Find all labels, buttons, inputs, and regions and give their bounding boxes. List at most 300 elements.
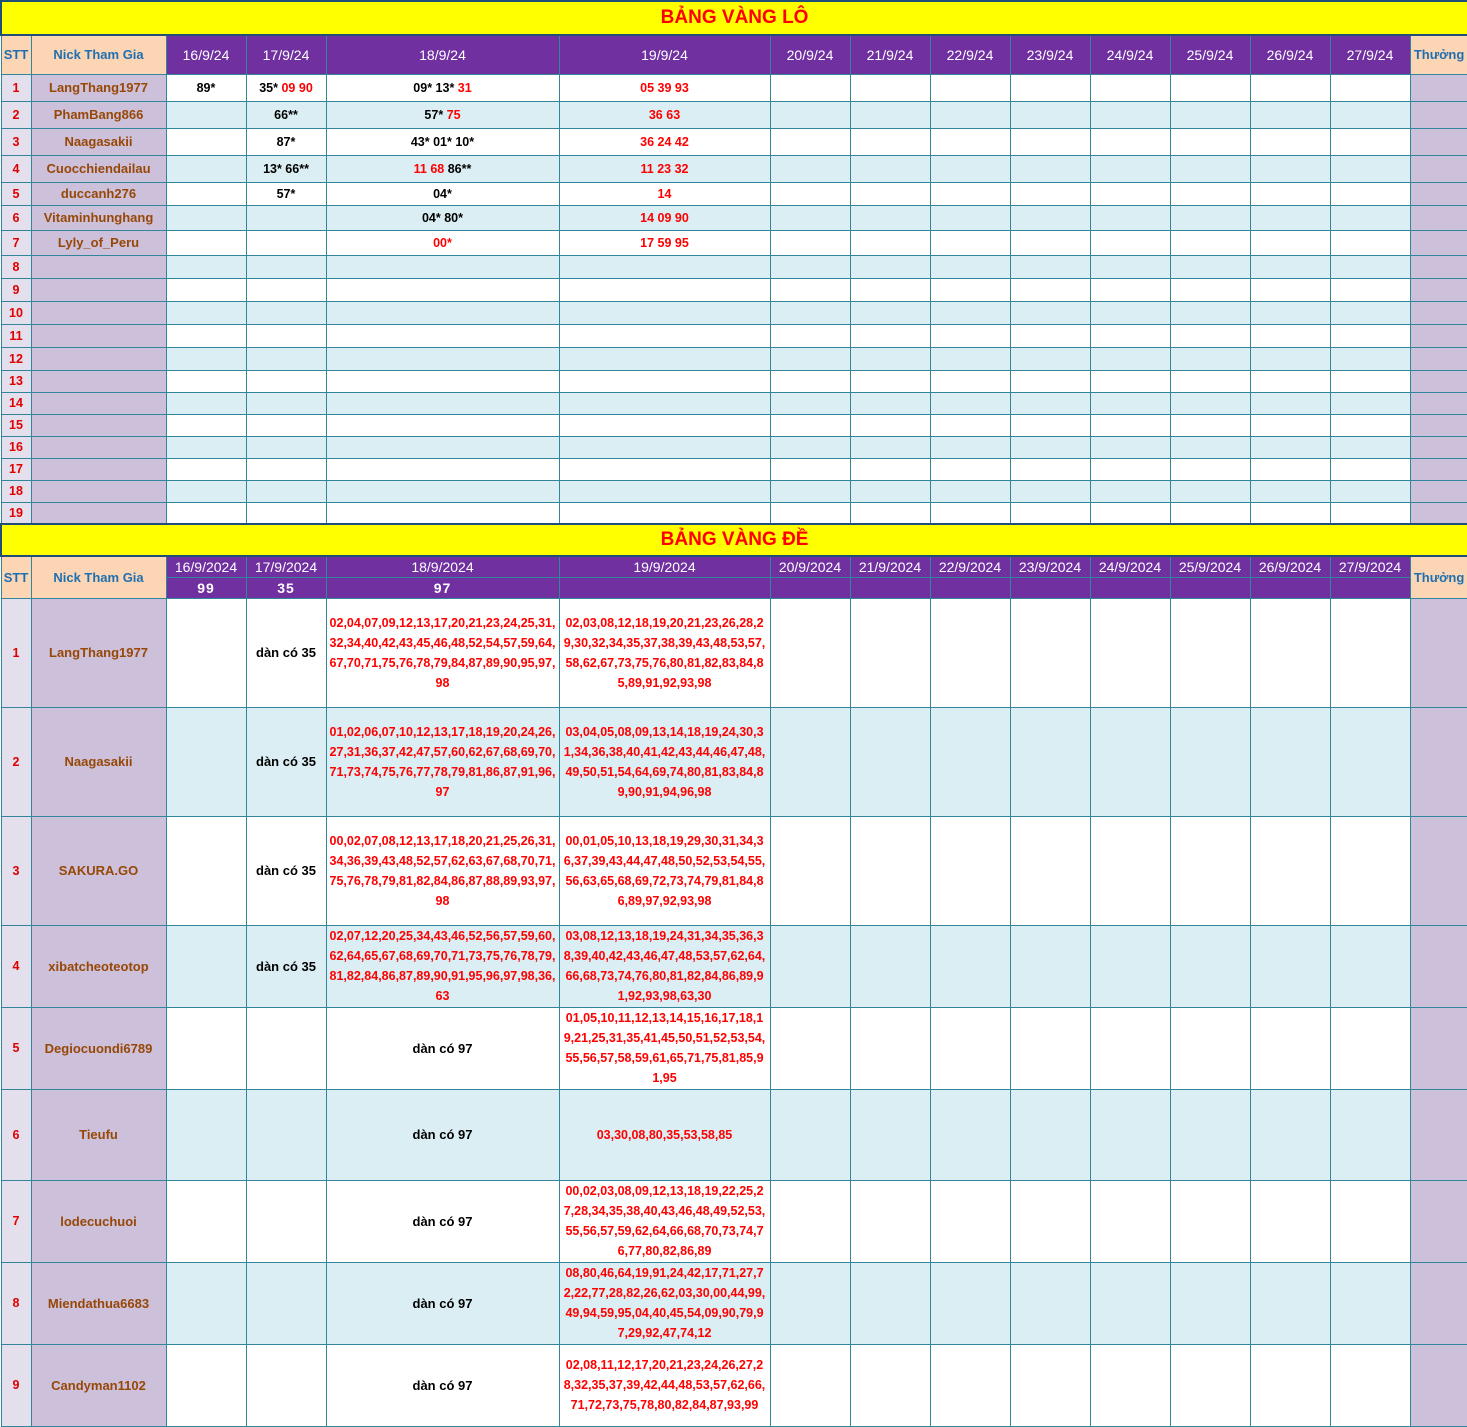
lo-nick: [31, 278, 166, 301]
de-prize-cell: [1410, 1089, 1467, 1180]
lo-cell: [1170, 392, 1250, 414]
de-result: [559, 577, 770, 598]
lo-cell: [1170, 458, 1250, 480]
lo-nick: [31, 370, 166, 392]
lo-date-header: 24/9/24: [1090, 35, 1170, 74]
cell-segment: 66**: [274, 107, 298, 122]
lo-prize-cell: [1410, 436, 1467, 458]
lo-cell: [770, 101, 850, 128]
lo-cell: [850, 392, 930, 414]
de-cell: [1250, 1344, 1330, 1426]
lo-cell: [1250, 436, 1330, 458]
de-cell: dàn có 35: [246, 925, 326, 1007]
de-stt: 2: [1, 707, 31, 816]
lo-date-header: 26/9/24: [1250, 35, 1330, 74]
de-cell: dàn có 35: [246, 707, 326, 816]
lo-row: [1, 278, 1467, 301]
lo-row: [1, 347, 1467, 370]
lo-cell: [1330, 502, 1410, 524]
lo-cell: [1250, 414, 1330, 436]
lo-stt: 2: [1, 101, 31, 128]
de-cell: [246, 1344, 326, 1426]
lo-cell: [1090, 278, 1170, 301]
cell-segment: 03,08,12,13,18,19,24,31,34,35,36,38,39,40,42,43,46,47,48,53,57,62,64,66,68,73,74,76,80,81,82,84,86,89,91,92,93,98,63,30: [563, 929, 766, 1003]
de-cell: [930, 925, 1010, 1007]
lo-prize-cell: [1410, 101, 1467, 128]
lo-cell: [559, 324, 770, 347]
lo-cell: [246, 128, 326, 155]
lo-nick: Lyly_of_Peru: [31, 230, 166, 255]
lo-cell: [1250, 370, 1330, 392]
lo-cell: [930, 301, 1010, 324]
lo-cell: [1010, 255, 1090, 278]
de-row: [1, 1262, 1467, 1344]
lo-cell: [1330, 392, 1410, 414]
cell-segment: 09 90: [281, 80, 313, 95]
de-stt: 6: [1, 1089, 31, 1180]
lo-prize-cell: [1410, 347, 1467, 370]
lo-cell: [166, 205, 246, 230]
lo-nick: Naagasakii: [31, 128, 166, 155]
de-cell: [1330, 1089, 1410, 1180]
de-row: [1, 598, 1467, 707]
lo-cell: [246, 230, 326, 255]
lo-cell: [930, 74, 1010, 101]
lo-date-header: 17/9/24: [246, 35, 326, 74]
lo-cell: [930, 205, 1010, 230]
lo-row: [1, 414, 1467, 436]
lo-cell: [850, 324, 930, 347]
lo-cell: [1170, 347, 1250, 370]
de-cell: [1330, 1180, 1410, 1262]
lo-cell: [559, 370, 770, 392]
lo-cell: [930, 101, 1010, 128]
lo-cell: [326, 370, 559, 392]
de-cell: dàn có 35: [246, 816, 326, 925]
de-cell: [246, 1262, 326, 1344]
de-stt: 8: [1, 1262, 31, 1344]
de-cell: [326, 707, 559, 816]
de-nick: xibatcheoteotop: [31, 925, 166, 1007]
lo-cell: [1250, 278, 1330, 301]
de-nick-header: Nick Tham Gia: [31, 556, 166, 598]
de-cell: [850, 816, 930, 925]
cell-segment: 14: [657, 186, 672, 201]
de-result: [1330, 577, 1410, 598]
lo-stt: 8: [1, 255, 31, 278]
lo-cell: [1250, 392, 1330, 414]
de-row: [1, 1344, 1467, 1426]
lo-cell: [246, 414, 326, 436]
lo-stt: 15: [1, 414, 31, 436]
lo-cell: [1330, 155, 1410, 182]
de-result: 97: [326, 577, 559, 598]
lo-cell: [930, 230, 1010, 255]
lo-cell: [1010, 414, 1090, 436]
de-nick: LangThang1977: [31, 598, 166, 707]
lo-stt: 12: [1, 347, 31, 370]
de-cell: [1250, 1007, 1330, 1089]
lo-cell: [326, 414, 559, 436]
de-date-header: 27/9/2024: [1330, 556, 1410, 577]
de-cell: [930, 1007, 1010, 1089]
lo-cell: [1090, 182, 1170, 205]
lo-cell: [850, 155, 930, 182]
lo-cell: [246, 436, 326, 458]
lo-cell: [246, 392, 326, 414]
lo-cell: [1250, 182, 1330, 205]
de-cell: [770, 1344, 850, 1426]
lo-cell: [1090, 370, 1170, 392]
lo-cell: [930, 324, 1010, 347]
de-result: [1010, 577, 1090, 598]
lo-cell: [850, 370, 930, 392]
de-cell: [326, 925, 559, 1007]
lo-cell: [850, 182, 930, 205]
lo-cell: [559, 480, 770, 502]
lo-cell: [930, 370, 1010, 392]
lo-prize-cell: [1410, 370, 1467, 392]
lo-cell: [770, 414, 850, 436]
lo-cell: [326, 230, 559, 255]
lo-nick: [31, 502, 166, 524]
lo-cell: [1010, 182, 1090, 205]
lo-cell: [246, 480, 326, 502]
de-cell: [770, 1007, 850, 1089]
de-nick: Degiocuondi6789: [31, 1007, 166, 1089]
lo-cell: [559, 74, 770, 101]
lo-cell: [1170, 301, 1250, 324]
lo-cell: [1330, 301, 1410, 324]
cell-segment: 01,05,10,11,12,13,14,15,16,17,18,19,21,25,31,35,41,45,50,51,52,53,54,55,56,57,58,59,61,65,71,75,81,85,91,95: [563, 1011, 766, 1085]
lo-row: [1, 480, 1467, 502]
lo-cell: [166, 128, 246, 155]
lo-cell: [930, 414, 1010, 436]
lo-cell: [1330, 458, 1410, 480]
lo-nick: [31, 436, 166, 458]
lo-cell: [326, 392, 559, 414]
de-date-header: 23/9/2024: [1010, 556, 1090, 577]
lo-cell: [1330, 436, 1410, 458]
lo-row: [1, 370, 1467, 392]
de-nick: Miendathua6683: [31, 1262, 166, 1344]
lo-cell: [166, 392, 246, 414]
de-cell: [1010, 1007, 1090, 1089]
lo-cell: [930, 128, 1010, 155]
de-cell: [166, 816, 246, 925]
cell-segment: ,98: [435, 873, 556, 908]
lo-cell: [326, 128, 559, 155]
lo-prize-cell: [1410, 301, 1467, 324]
lo-date-header: 21/9/24: [850, 35, 930, 74]
cell-segment: 97: [503, 969, 518, 983]
lo-cell: [1090, 255, 1170, 278]
lo-cell: [1090, 392, 1170, 414]
de-date-header: 21/9/2024: [850, 556, 930, 577]
de-cell: [559, 925, 770, 1007]
lo-cell: [326, 458, 559, 480]
lo-nick: PhamBang866: [31, 101, 166, 128]
lo-cell: [166, 230, 246, 255]
de-cell: [1010, 925, 1090, 1007]
lo-cell: [1170, 480, 1250, 502]
lo-cell: [770, 74, 850, 101]
cell-segment: 08,80,46,64,19,91,24,42,17,71,27,72,22,77,28,82,26,62,03,30,00,44,99,49,94,59,95,04,40,45,54,09,90,79,97,29,92,47,74,12: [563, 1266, 766, 1340]
de-cell: [930, 1180, 1010, 1262]
lo-cell: [1170, 205, 1250, 230]
lo-cell: [246, 205, 326, 230]
lo-cell: [246, 502, 326, 524]
de-cell: [166, 598, 246, 707]
lo-cell: [850, 414, 930, 436]
lo-cell: [246, 255, 326, 278]
de-cell: [1010, 1089, 1090, 1180]
de-cell: [1330, 1344, 1410, 1426]
lo-cell: [1170, 278, 1250, 301]
de-nick: SAKURA.GO: [31, 816, 166, 925]
de-cell: [559, 1180, 770, 1262]
lo-cell: [1330, 74, 1410, 101]
de-nick: Tieufu: [31, 1089, 166, 1180]
lo-cell: [1090, 205, 1170, 230]
lo-cell: [559, 101, 770, 128]
lo-row: [1, 436, 1467, 458]
lo-cell: [1090, 414, 1170, 436]
de-cell: [166, 1180, 246, 1262]
lo-cell: [559, 414, 770, 436]
de-cell: dàn có 97: [326, 1089, 559, 1180]
lo-cell: [166, 414, 246, 436]
lo-row: [1, 205, 1467, 230]
cell-segment: 00,01,05,10,13,18,19,29,30,31,34,36,37,39,43,44,47,48,50,52,53,54,55,56,63,65,68,69,72,73,74,79,81,84,86,89,97,92,93,98: [563, 833, 766, 908]
lo-stt-header: STT: [1, 35, 31, 74]
cell-segment: 09* 13*: [413, 80, 458, 95]
de-stt: 7: [1, 1180, 31, 1262]
de-stt: 3: [1, 816, 31, 925]
lo-cell: [770, 324, 850, 347]
cell-segment: 17 59 95: [640, 235, 689, 250]
cell-segment: 87*: [276, 134, 296, 149]
de-cell: [166, 1089, 246, 1180]
cell-segment: 97: [538, 873, 552, 888]
cell-segment: 14 09 90: [640, 210, 689, 225]
lo-cell: [1250, 230, 1330, 255]
lo-date-header: 25/9/24: [1170, 35, 1250, 74]
de-result: [930, 577, 1010, 598]
lo-date-header: 23/9/24: [1010, 35, 1090, 74]
de-date-header: 26/9/2024: [1250, 556, 1330, 577]
lo-row: [1, 128, 1467, 155]
lo-stt: 1: [1, 74, 31, 101]
lo-cell: [850, 74, 930, 101]
lo-prize-cell: [1410, 128, 1467, 155]
cell-segment: 03,30,08,80,35,53,58,85: [596, 1127, 733, 1142]
de-cell: [850, 707, 930, 816]
de-cell: [1090, 925, 1170, 1007]
de-cell: [1330, 1262, 1410, 1344]
lo-stt: 13: [1, 370, 31, 392]
cell-segment: 02,07,12,20,25,34,43,46,52,56,57,59,60,62,64,65,67,68,69,70,71,73,75,76,78,79,81,82,84,86,87,89,90,91,95,96,: [329, 929, 556, 983]
lo-nick: [31, 255, 166, 278]
lo-row: [1, 255, 1467, 278]
lo-cell: [1170, 128, 1250, 155]
lo-prize-cell: [1410, 502, 1467, 524]
lo-cell: [850, 101, 930, 128]
lo-cell: [326, 436, 559, 458]
de-date-header: 24/9/2024: [1090, 556, 1170, 577]
lo-row: [1, 301, 1467, 324]
de-cell: [930, 598, 1010, 707]
lo-cell: [850, 230, 930, 255]
cell-segment: 13* 66**: [263, 161, 309, 176]
de-cell: [1330, 1007, 1410, 1089]
de-cell: [770, 1089, 850, 1180]
lo-cell: [770, 502, 850, 524]
cell-segment: 36 63: [648, 107, 681, 122]
lo-cell: [1090, 74, 1170, 101]
lo-cell: [850, 502, 930, 524]
lo-cell: [1250, 502, 1330, 524]
lo-cell: [1170, 502, 1250, 524]
lo-cell: [1090, 458, 1170, 480]
lo-cell: [850, 278, 930, 301]
de-cell: [1250, 1089, 1330, 1180]
lo-cell: [1250, 155, 1330, 182]
lo-cell: [1010, 370, 1090, 392]
de-cell: [850, 598, 930, 707]
cell-segment: 75: [446, 107, 461, 122]
de-cell: [166, 1344, 246, 1426]
lo-nick: [31, 392, 166, 414]
lo-prize-cell: [1410, 278, 1467, 301]
de-cell: [1250, 707, 1330, 816]
lo-stt: 7: [1, 230, 31, 255]
cell-segment: ,98: [435, 655, 556, 690]
lo-cell: [930, 436, 1010, 458]
lo-cell: [1330, 205, 1410, 230]
lo-cell: [1330, 414, 1410, 436]
cell-segment: 03,04,05,08,09,13,14,18,19,24,30,31,34,36,38,40,41,42,43,44,46,47,48,49,50,51,54,64,69,74,80,81,83,84,89,90,91,94,96,98: [563, 724, 766, 799]
lo-cell: [166, 101, 246, 128]
lo-prize-cell: [1410, 324, 1467, 347]
lo-cell: [770, 301, 850, 324]
cell-segment: ,98,36,63: [435, 969, 556, 1003]
lo-nick: Vitaminhunghang: [31, 205, 166, 230]
lo-cell: [559, 205, 770, 230]
de-cell: [770, 816, 850, 925]
lo-cell: [770, 347, 850, 370]
lo-prize-cell: [1410, 480, 1467, 502]
lo-cell: [166, 182, 246, 205]
lo-cell: [930, 255, 1010, 278]
lo-cell: [559, 392, 770, 414]
cell-segment: 97: [435, 784, 450, 799]
lo-prize-cell: [1410, 230, 1467, 255]
lo-cell: [559, 182, 770, 205]
de-cell: [850, 1007, 930, 1089]
lo-cell: [770, 278, 850, 301]
de-cell: [1010, 707, 1090, 816]
lo-cell: [1170, 155, 1250, 182]
lo-cell: [930, 155, 1010, 182]
lo-cell: [1010, 301, 1090, 324]
lo-cell: [246, 182, 326, 205]
lo-table: [0, 0, 1467, 525]
de-cell: [1250, 598, 1330, 707]
lo-cell: [1090, 480, 1170, 502]
lo-cell: [559, 155, 770, 182]
lo-cell: [326, 101, 559, 128]
lo-nick: [31, 480, 166, 502]
de-cell: [1090, 1180, 1170, 1262]
lo-cell: [1330, 128, 1410, 155]
lo-cell: [1090, 324, 1170, 347]
lo-cell: [930, 458, 1010, 480]
lo-cell: [1010, 347, 1090, 370]
lo-cell: [559, 128, 770, 155]
lo-nick: [31, 458, 166, 480]
lo-cell: [1250, 480, 1330, 502]
lo-cell: [1010, 74, 1090, 101]
lo-cell: [1010, 392, 1090, 414]
lo-cell: [1330, 101, 1410, 128]
de-cell: [770, 598, 850, 707]
lo-cell: [1010, 128, 1090, 155]
de-prize-cell: [1410, 816, 1467, 925]
lo-row: [1, 324, 1467, 347]
lo-row: [1, 230, 1467, 255]
de-prize-cell: [1410, 925, 1467, 1007]
de-body: [1, 598, 1467, 1426]
lo-row: [1, 182, 1467, 205]
lo-cell: [850, 128, 930, 155]
de-cell: [1330, 925, 1410, 1007]
lo-cell: [1010, 278, 1090, 301]
lo-cell: [1010, 205, 1090, 230]
de-result: [850, 577, 930, 598]
de-row: [1, 707, 1467, 816]
lo-nick: duccanh276: [31, 182, 166, 205]
lo-cell: [326, 205, 559, 230]
lo-cell: [166, 155, 246, 182]
cell-segment: 31: [457, 80, 472, 95]
lo-cell: [850, 436, 930, 458]
de-cell: [1090, 816, 1170, 925]
de-row: [1, 925, 1467, 1007]
lo-cell: [1250, 128, 1330, 155]
lo-cell: [559, 347, 770, 370]
lo-cell: [246, 458, 326, 480]
de-prize-cell: [1410, 1007, 1467, 1089]
lo-cell: [1250, 255, 1330, 278]
lo-cell: [930, 502, 1010, 524]
lo-cell: [850, 458, 930, 480]
cell-segment: 00,02,03,08,09,12,13,18,19,22,25,27,28,34,35,38,40,43,46,48,49,52,53,55,56,57,59,62,64,66,68,70,73,74,76,77,80,82,86,89: [563, 1184, 766, 1258]
de-date-header: 19/9/2024: [559, 556, 770, 577]
lo-prize-cell: [1410, 414, 1467, 436]
de-cell: [1090, 1262, 1170, 1344]
lo-cell: [166, 324, 246, 347]
de-result: [1250, 577, 1330, 598]
de-date-header: 17/9/2024: [246, 556, 326, 577]
cell-segment: 89*: [196, 80, 216, 95]
lo-date-header: 16/9/24: [166, 35, 246, 74]
de-cell: [559, 1344, 770, 1426]
lo-stt: 4: [1, 155, 31, 182]
lo-cell: [1330, 255, 1410, 278]
lo-cell: [1010, 502, 1090, 524]
lo-cell: [770, 480, 850, 502]
